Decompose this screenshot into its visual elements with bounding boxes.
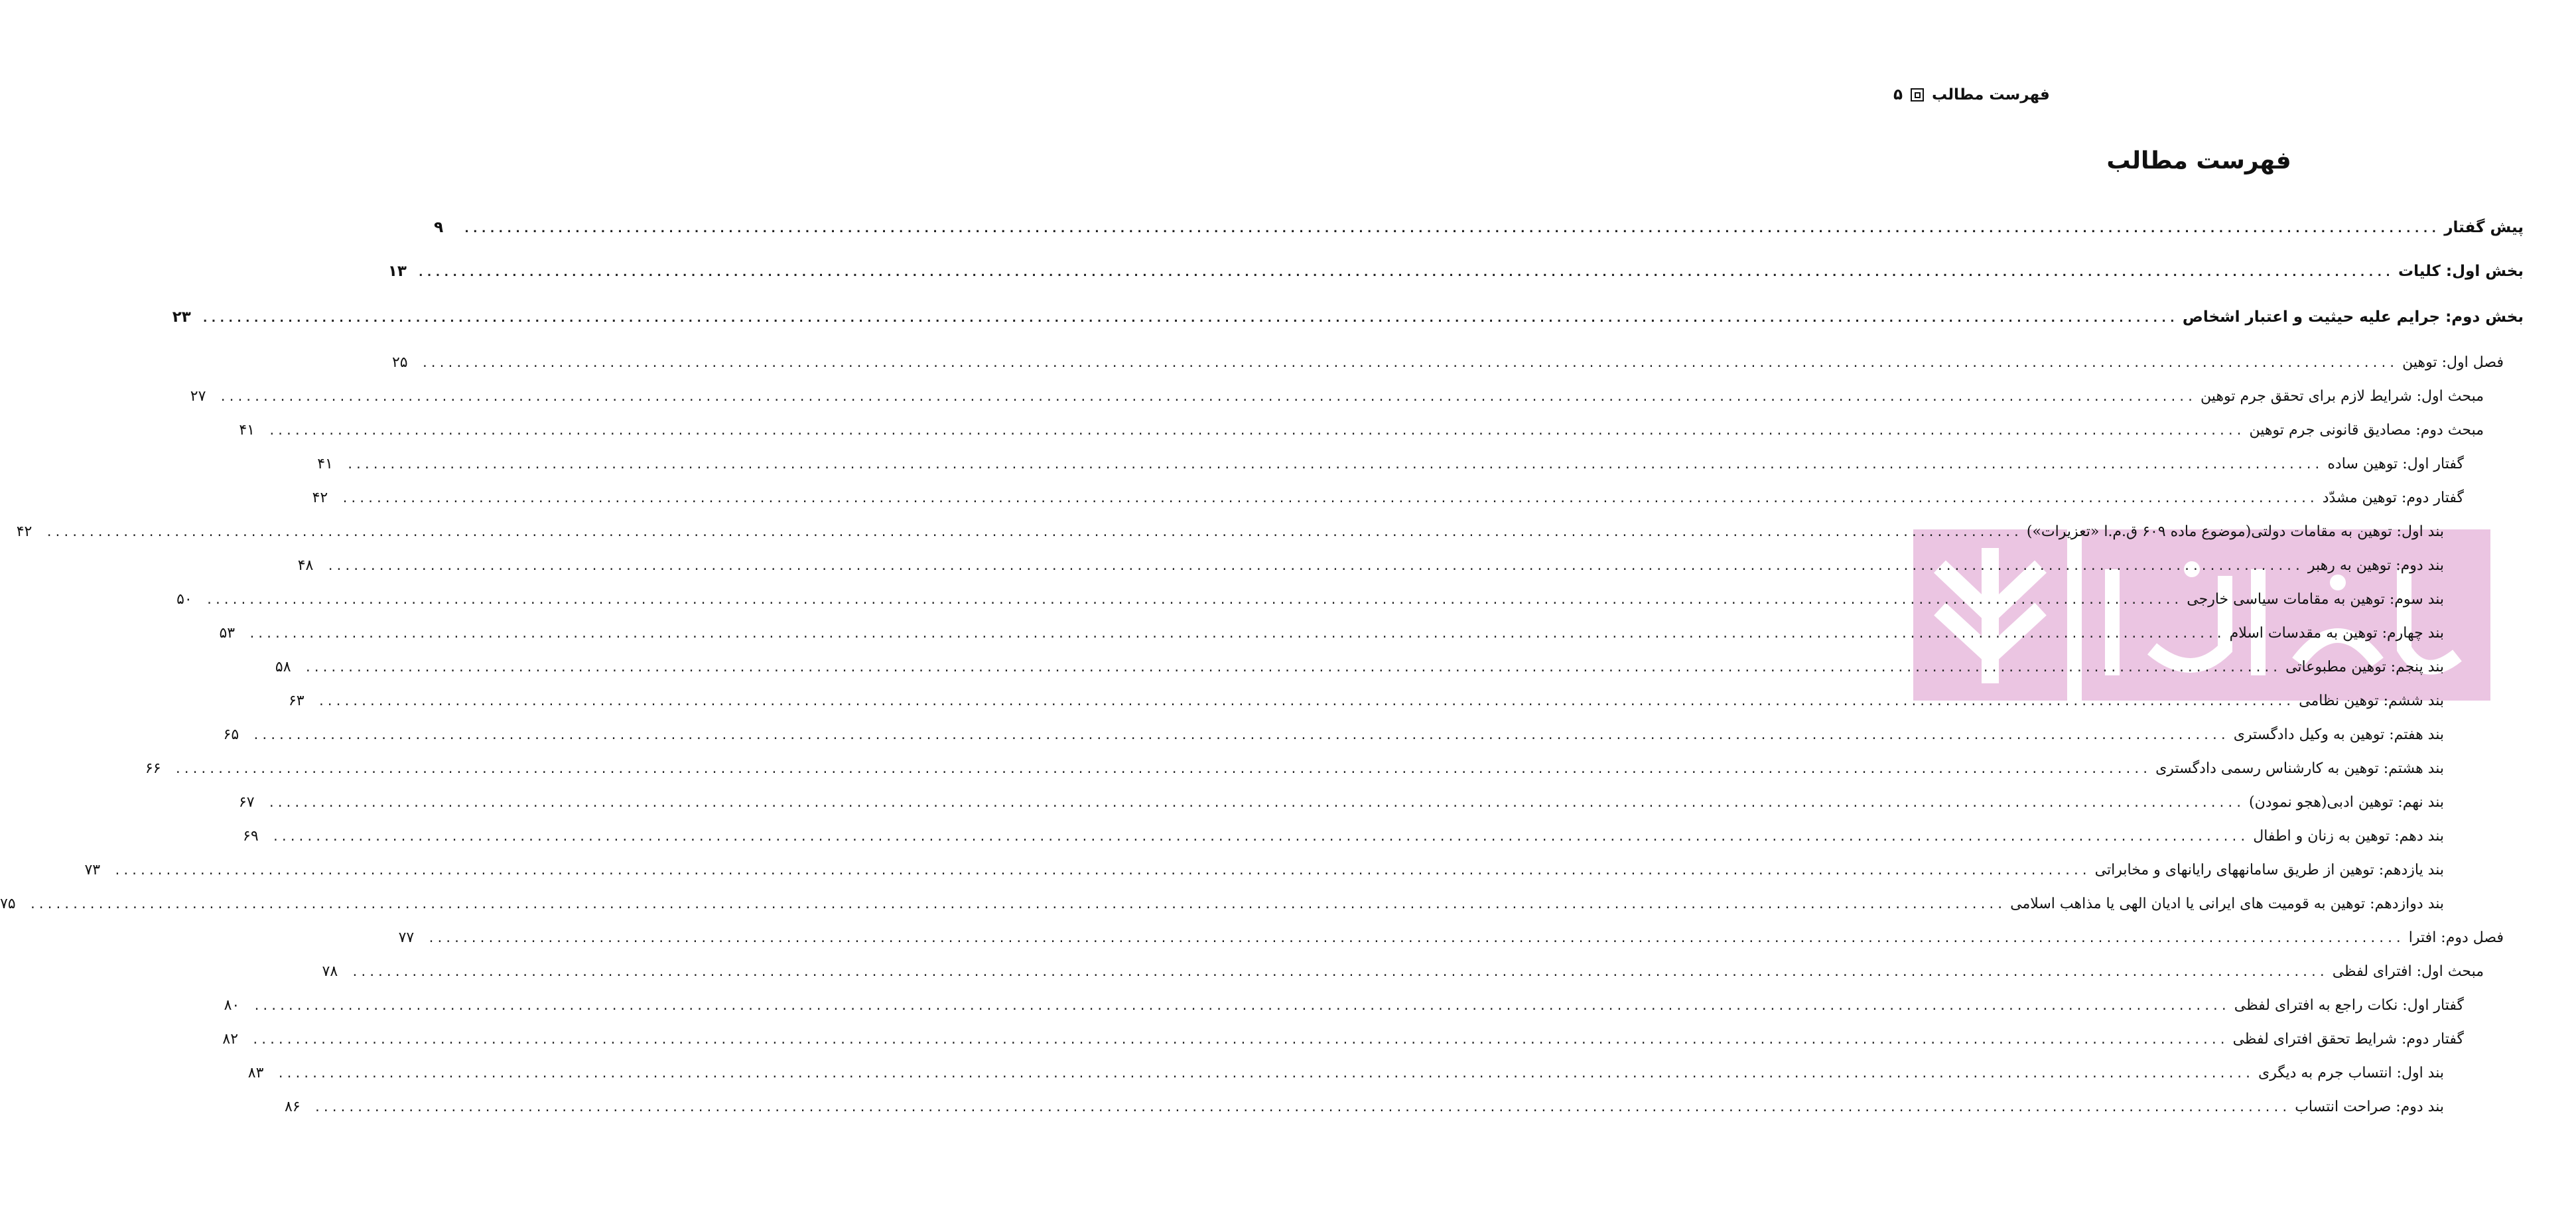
toc-entry-title: بند اول: انتساب جرم به دیگری (2258, 1065, 2444, 1081)
toc-entry-page: ۸۰ (224, 997, 240, 1014)
toc-leader-dots: ........................................................................................................................................................................................................................................ (417, 265, 2394, 279)
toc-leader-dots: ........................................................................................................................................................................................................................................ (341, 492, 2317, 506)
toc-leader-dots: ........................................................................................................................................................................................................................................ (174, 762, 2151, 776)
toc-entry-title: بند دوم: توهین به رهبر (2307, 557, 2444, 574)
toc-entry (317, 456, 2524, 490)
toc-leader-dots: ........................................................................................................................................................................................................................................ (29, 898, 2005, 912)
toc-entry-page: ۴۱ (317, 456, 333, 472)
toc-entry-title: بند هشتم: توهین به کارشناس رسمی دادگستری (2155, 760, 2444, 777)
toc-entry-title: بند چهارم: توهین به مقدسات اسلام (2229, 625, 2444, 642)
toc-leader-dots: ........................................................................................................................................................................................................................................ (201, 311, 2177, 325)
toc-entry-page: ۷۳ (84, 862, 101, 878)
toc-entry-page: ۶۶ (145, 760, 161, 777)
toc-entry-title: بند هفتم: توهین به وکیل دادگستری (2233, 726, 2444, 743)
toc-leader-dots: ........................................................................................................................................................................................................................................ (267, 796, 2244, 810)
toc-entry (219, 625, 2524, 659)
toc-entry-title: بخش اول: کلیات (2398, 263, 2524, 280)
toc-leader-dots: ........................................................................................................................................................................................................................................ (427, 931, 2404, 945)
toc-entry (222, 1031, 2524, 1065)
toc-entry-title: بند دهم: توهین به زنان و اطفال (2253, 828, 2444, 845)
toc-entry-page: ۸۲ (222, 1031, 239, 1048)
toc-entry-page: ۸۳ (247, 1065, 264, 1081)
toc-entry-page: ۴۱ (239, 422, 255, 439)
toc-entry (84, 862, 2524, 896)
toc-entry (322, 963, 2524, 997)
running-header-title: فهرست مطالب (1932, 86, 2050, 103)
toc-entry-title: گفتار دوم: شرایط تحقق افترای لفظی (2232, 1031, 2464, 1048)
toc-entry-title: بند دوم: صراحت انتساب (2295, 1099, 2444, 1115)
toc-entry-title: بند پنجم: توهین مطبوعاتی (2285, 659, 2444, 675)
toc-entry-title: گفتار دوم: توهین مشدّد (2322, 490, 2464, 506)
toc-leader-dots: ........................................................................................................................................................................................................................................ (277, 1067, 2253, 1081)
toc-leader-dots: ........................................................................................................................................................................................................................................ (421, 356, 2398, 370)
toc-entry (243, 828, 2524, 862)
toc-leader-dots: ........................................................................................................................................................................................................................................ (45, 525, 2021, 539)
toc-leader-dots: ........................................................................................................................................................................................................................................ (253, 999, 2229, 1013)
toc-entry-page: ۶۵ (223, 726, 239, 743)
toc-leader-dots: ........................................................................................................................................................................................................................................ (463, 222, 2439, 236)
toc-entry-title: بند نهم: توهین ادبی(هجو نمودن) (2249, 794, 2444, 811)
toc-entry-page: ۷۵ (0, 896, 16, 912)
toc-leader-dots: ........................................................................................................................................................................................................................................ (248, 627, 2224, 641)
toc-entry (16, 523, 2524, 557)
toc-entry-page: ۴۸ (297, 557, 314, 574)
toc-entry (223, 726, 2524, 760)
toc-entry-title: پیش گفتار (2444, 219, 2524, 236)
toc-entry-page: ۵۸ (275, 659, 291, 675)
toc-entry (288, 693, 2524, 726)
toc-entry-title: بند دوازدهم: توهین به قومیت های ایرانی یا ادیان الهی یا مذاهب اسلامی (2010, 896, 2444, 912)
square-bullet-icon (1911, 88, 1924, 102)
toc-entry-title: مبحث دوم: مصادیق قانونی جرم توهین (2249, 422, 2484, 439)
toc-entry-title: بند ششم: توهین نظامی (2299, 693, 2444, 709)
toc-entry-title: گفتار اول: نکات راجع به افترای لفظی (2234, 997, 2464, 1014)
toc-entry-title: فصل دوم: افترا (2408, 929, 2504, 946)
toc-entry (391, 354, 2524, 388)
toc-entry (247, 1065, 2524, 1099)
toc-entry (398, 929, 2524, 963)
page-number: ۵ (1893, 86, 1903, 103)
toc-leader-dots: ........................................................................................................................................................................................................................................ (206, 593, 2182, 607)
toc-leader-dots: ........................................................................................................................................................................................................................................ (314, 1101, 2290, 1115)
toc-entry-page: ۵۳ (219, 625, 236, 642)
toc-leader-dots: ........................................................................................................................................................................................................................................ (326, 559, 2303, 573)
toc-leader-dots: ........................................................................................................................................................................................................................................ (317, 695, 2294, 709)
toc-leader-dots: ........................................................................................................................................................................................................................................ (351, 965, 2327, 979)
toc-entry-page: ۴۲ (16, 523, 33, 540)
toc-entry (239, 422, 2524, 456)
toc-entry-title: مبحث اول: افترای لفظی (2332, 963, 2484, 980)
toc-entry (387, 263, 2524, 308)
toc-entry (176, 591, 2524, 625)
toc-entry-title: گفتار اول: توهین ساده (2327, 456, 2464, 472)
toc-entry (224, 997, 2524, 1031)
toc-entry-title: فصل اول: توهین (2402, 354, 2504, 371)
toc-leader-dots: ........................................................................................................................................................................................................................................ (219, 390, 2195, 404)
toc-entry-title: بند اول: توهین به مقامات دولتی(موضوع ماده ۶۰۹ ق.م.ا «تعزیرات») (2026, 523, 2444, 540)
toc-entry-page: ۲۵ (391, 354, 408, 371)
toc-entry (172, 308, 2524, 354)
toc-entry-title: بند یازدهم: توهین از طریق سامانههای رایانهای و مخابراتی (2094, 862, 2444, 878)
toc-entry (434, 219, 2524, 263)
toc-entry-page: ۴۲ (312, 490, 328, 506)
toc-entry-page: ۸۶ (285, 1099, 301, 1115)
toc-leader-dots: ........................................................................................................................................................................................................................................ (272, 830, 2248, 844)
toc-entry (145, 760, 2524, 794)
toc-entry (285, 1099, 2524, 1132)
toc-entry (275, 659, 2524, 693)
toc-entry-page: ۲۳ (172, 308, 191, 326)
toc-entry-page: ۷۷ (398, 929, 415, 946)
toc-entry-page: ۷۸ (322, 963, 338, 980)
page-title: فهرست مطالب (2106, 147, 2291, 174)
toc-entry-page: ۱۳ (387, 263, 407, 280)
toc-entry-title: مبحث اول: شرایط لازم برای تحقق جرم توهین (2200, 388, 2484, 405)
toc-entry-title: بخش دوم: جرایم علیه حیثیت و اعتبار اشخاص (2182, 308, 2524, 326)
toc-entry-page: ۵۰ (176, 591, 192, 608)
toc-leader-dots: ........................................................................................................................................................................................................................................ (346, 458, 2323, 472)
running-header (1893, 86, 2050, 103)
toc-leader-dots: ........................................................................................................................................................................................................................................ (252, 728, 2228, 742)
toc-entry (190, 388, 2524, 422)
toc-entry (0, 896, 2524, 929)
toc-entry (297, 557, 2524, 591)
table-of-contents (0, 219, 2524, 1132)
toc-leader-dots: ........................................................................................................................................................................................................................................ (268, 424, 2244, 438)
toc-entry (312, 490, 2524, 523)
toc-entry-page: ۶۷ (238, 794, 255, 811)
toc-entry-page: ۹ (434, 219, 444, 236)
toc-entry-page: ۲۷ (190, 388, 206, 405)
toc-entry-page: ۶۳ (288, 693, 305, 709)
toc-leader-dots: ........................................................................................................................................................................................................................................ (304, 661, 2281, 675)
toc-leader-dots: ........................................................................................................................................................................................................................................ (251, 1033, 2228, 1047)
toc-leader-dots: ........................................................................................................................................................................................................................................ (113, 864, 2090, 878)
toc-entry (238, 794, 2524, 828)
toc-entry-page: ۶۹ (243, 828, 259, 845)
toc-entry-title: بند سوم: توهین به مقامات سیاسی خارجی (2187, 591, 2444, 608)
